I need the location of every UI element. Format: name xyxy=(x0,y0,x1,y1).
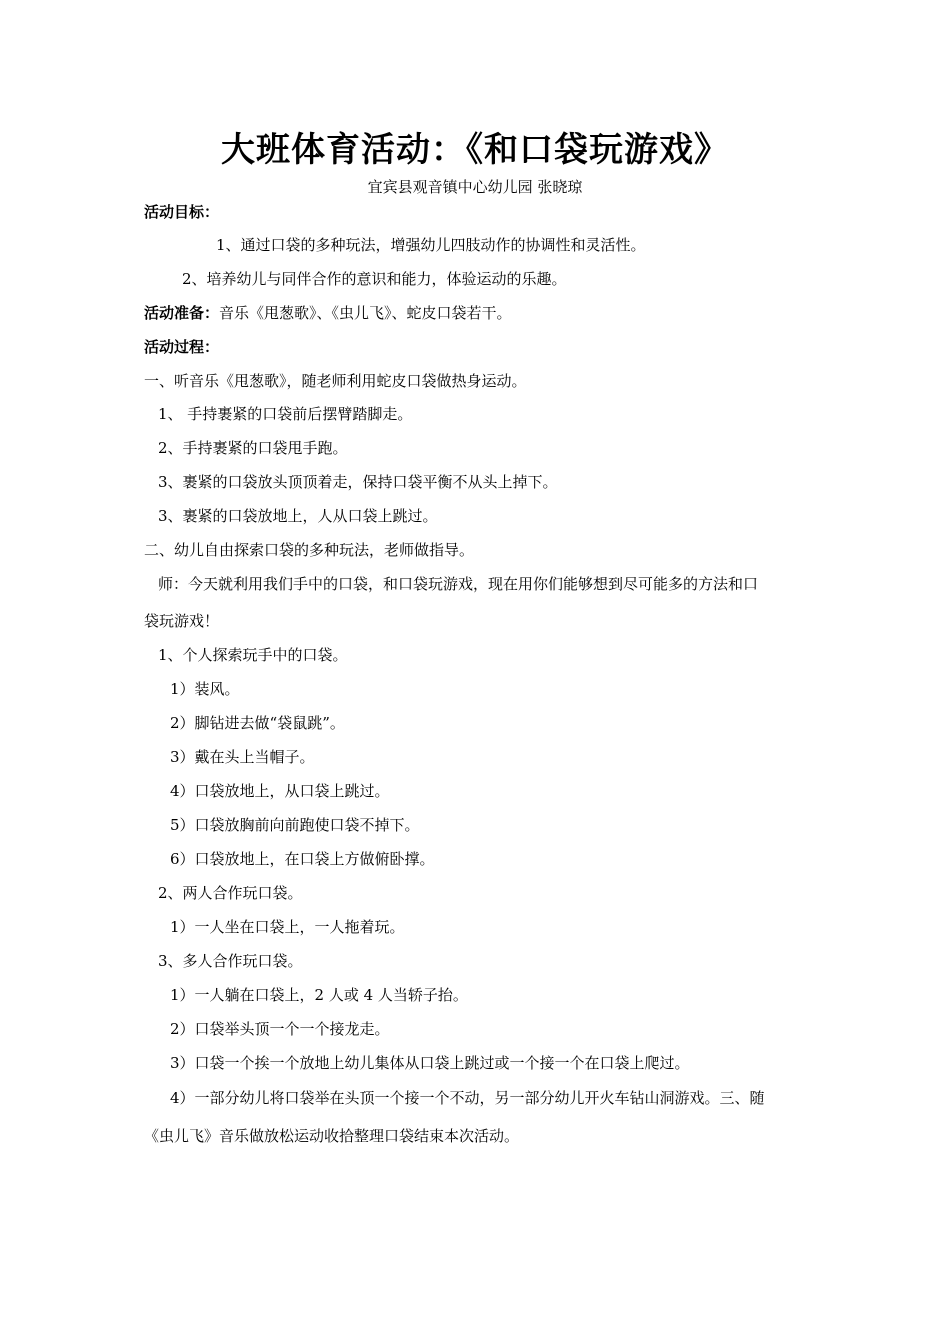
goals-heading: 活动目标： xyxy=(144,203,220,221)
list-item: 3）口袋一个挨一个放地上幼儿集体从口袋上跳过或一个接一个在口袋上爬过。 xyxy=(170,1054,690,1072)
list-item: 1）一人躺在口袋上，2 人或 4 人当轿子抬。 xyxy=(170,986,468,1004)
list-item: 1、个人探索玩手中的口袋。 xyxy=(158,646,348,664)
list-item: 3、多人合作玩口袋。 xyxy=(158,952,303,970)
goal-item-2: 2、培养幼儿与同伴合作的意识和能力，体验运动的乐趣。 xyxy=(182,270,567,288)
list-item: 2、两人合作玩口袋。 xyxy=(158,884,303,902)
list-item: 1）装风。 xyxy=(170,680,240,698)
list-item: 5）口袋放胸前向前跑使口袋不掉下。 xyxy=(170,816,420,834)
list-item: 1）一人坐在口袋上，一人拖着玩。 xyxy=(170,918,405,936)
prep-paragraph xyxy=(144,303,512,323)
prep-heading: 活动准备： xyxy=(144,304,220,322)
process-part-2: 二、幼儿自由探索口袋的多种玩法，老师做指导。 xyxy=(144,541,475,559)
list-item: 1、 手持裹紧的口袋前后摆臂踏脚走。 xyxy=(158,405,413,423)
list-item: 2、手持裹紧的口袋甩手跑。 xyxy=(158,439,348,457)
process-heading: 活动过程： xyxy=(144,338,220,356)
goal-item-1: 1、通过口袋的多种玩法，增强幼儿四肢动作的协调性和灵活性。 xyxy=(216,236,646,254)
prep-text: 音乐《甩葱歌》、《虫儿飞》、蛇皮口袋若干。 xyxy=(219,304,512,322)
list-item: 2）口袋举头顶一个一个接龙走。 xyxy=(170,1020,390,1038)
process-part-1: 一、听音乐《甩葱歌》，随老师利用蛇皮口袋做热身运动。 xyxy=(144,372,527,390)
document-title: 大班体育活动：《和口袋玩游戏》 xyxy=(221,130,729,170)
list-item: 4）口袋放地上，从口袋上跳过。 xyxy=(170,782,390,800)
list-item: 3）戴在头上当帽子。 xyxy=(170,748,315,766)
teacher-speech-line-1: 师：今天就利用我们手中的口袋，和口袋玩游戏，现在用你们能够想到尽可能多的方法和口 xyxy=(158,575,759,593)
document-subtitle: 宜宾县观音镇中心幼儿园 张晓琼 xyxy=(367,178,583,196)
list-item: 2）脚钻进去做“袋鼠跳”。 xyxy=(170,714,345,732)
teacher-speech-line-2: 袋玩游戏！ xyxy=(144,612,220,630)
list-item: 6）口袋放地上，在口袋上方做俯卧撑。 xyxy=(170,850,435,868)
list-item-continuation: 《虫儿飞》音乐做放松运动收拾整理口袋结束本次活动。 xyxy=(144,1127,520,1145)
list-item: 3、裹紧的口袋放头顶顶着走，保持口袋平衡不从头上掉下。 xyxy=(158,473,558,491)
list-item: 3、裹紧的口袋放地上，人从口袋上跳过。 xyxy=(158,507,438,525)
list-item: 4）一部分幼儿将口袋举在头顶一个接一个不动，另一部分幼儿开火车钻山洞游戏。三、随 xyxy=(170,1089,765,1107)
